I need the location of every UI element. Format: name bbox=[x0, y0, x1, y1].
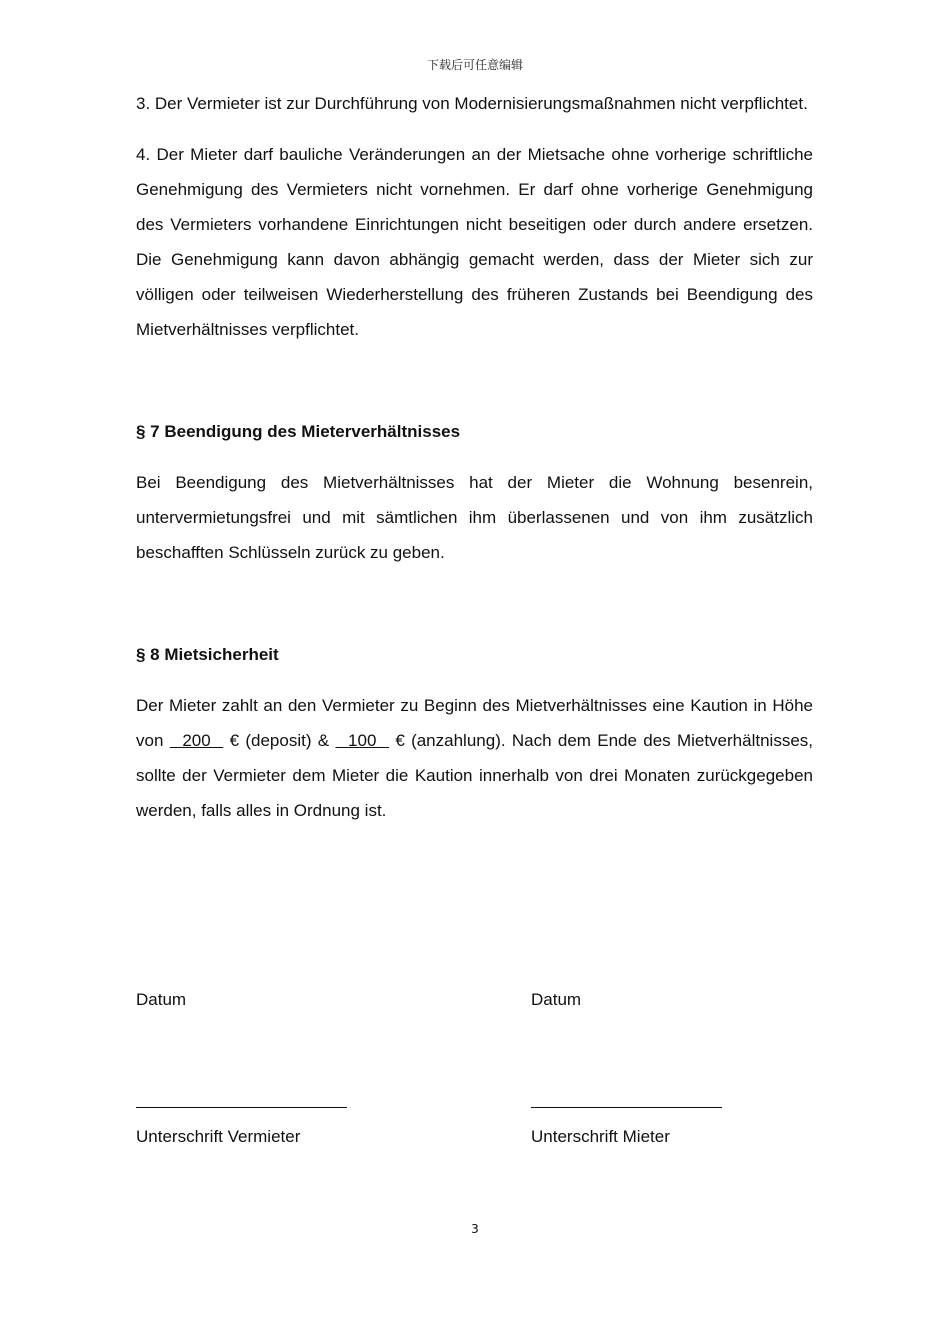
section-8-text-after: € (anzahlung). Nach dem Ende des Mietverhältnisses, sollte der Vermieter dem Mieter die Kaution innerhalb von drei Monaten zurückgegeben werden, falls alles in Ordnung ist. bbox=[136, 731, 813, 820]
section-7-text: Bei Beendigung des Mietverhältnisses hat der Mieter die Wohnung besenrein, untervermietungsfrei und mit sämtlichen ihm überlassenen und von ihm zusätzlich beschafften Schlüsseln zurück zu geben. bbox=[136, 473, 813, 562]
tenant-signature-line bbox=[531, 1107, 722, 1108]
landlord-signature-label: Unterschrift Vermieter bbox=[136, 1127, 301, 1146]
landlord-signature-column bbox=[136, 982, 301, 1146]
section-8-heading: § 8 Mietsicherheit bbox=[136, 645, 279, 664]
anzahlung-amount-field: 100 bbox=[335, 731, 390, 750]
tenant-signature-column bbox=[531, 982, 670, 1146]
tenant-signature-label: Unterschrift Mieter bbox=[531, 1127, 670, 1146]
tenant-date-label: Datum bbox=[531, 990, 582, 1009]
section-7-heading: § 7 Beendigung des Mieterverhältnisses bbox=[136, 422, 461, 441]
page-header: 下载后可任意编辑 bbox=[426, 58, 523, 72]
paragraph-clause-4: 4. Der Mieter darf bauliche Veränderungen an der Mietsache ohne vorherige schriftliche Genehmigung des Vermieters nicht vornehmen. Er darf ohne vorherige Genehmigung des Vermieters vorhandene Einrichtungen nicht beseitigen oder durch andere ersetzen. Die Genehmigung kann davon abhängig gemacht werden, dass der Mieter sich zur völligen oder teilweisen Wiederherstellung des früheren Zustands bei Beendigung des Mietverhältnisses verpflichtet. bbox=[136, 145, 813, 339]
section-8-text-mid: € (deposit) & bbox=[223, 731, 336, 750]
landlord-date-label: Datum bbox=[136, 990, 187, 1009]
page-number: 3 bbox=[471, 1222, 479, 1236]
section-8-text-before: Der Mieter zahlt an den Vermieter zu Beginn des Mietverhältnisses eine Kaution in Höhe von bbox=[136, 696, 813, 750]
section-8-text bbox=[136, 688, 813, 828]
document-body bbox=[136, 86, 813, 828]
landlord-signature-line bbox=[136, 1107, 347, 1108]
deposit-amount-field: 200 bbox=[169, 731, 224, 750]
paragraph-clause-3: 3. Der Vermieter ist zur Durchführung von Modernisierungsmaßnahmen nicht verpflichtet. bbox=[136, 94, 808, 113]
